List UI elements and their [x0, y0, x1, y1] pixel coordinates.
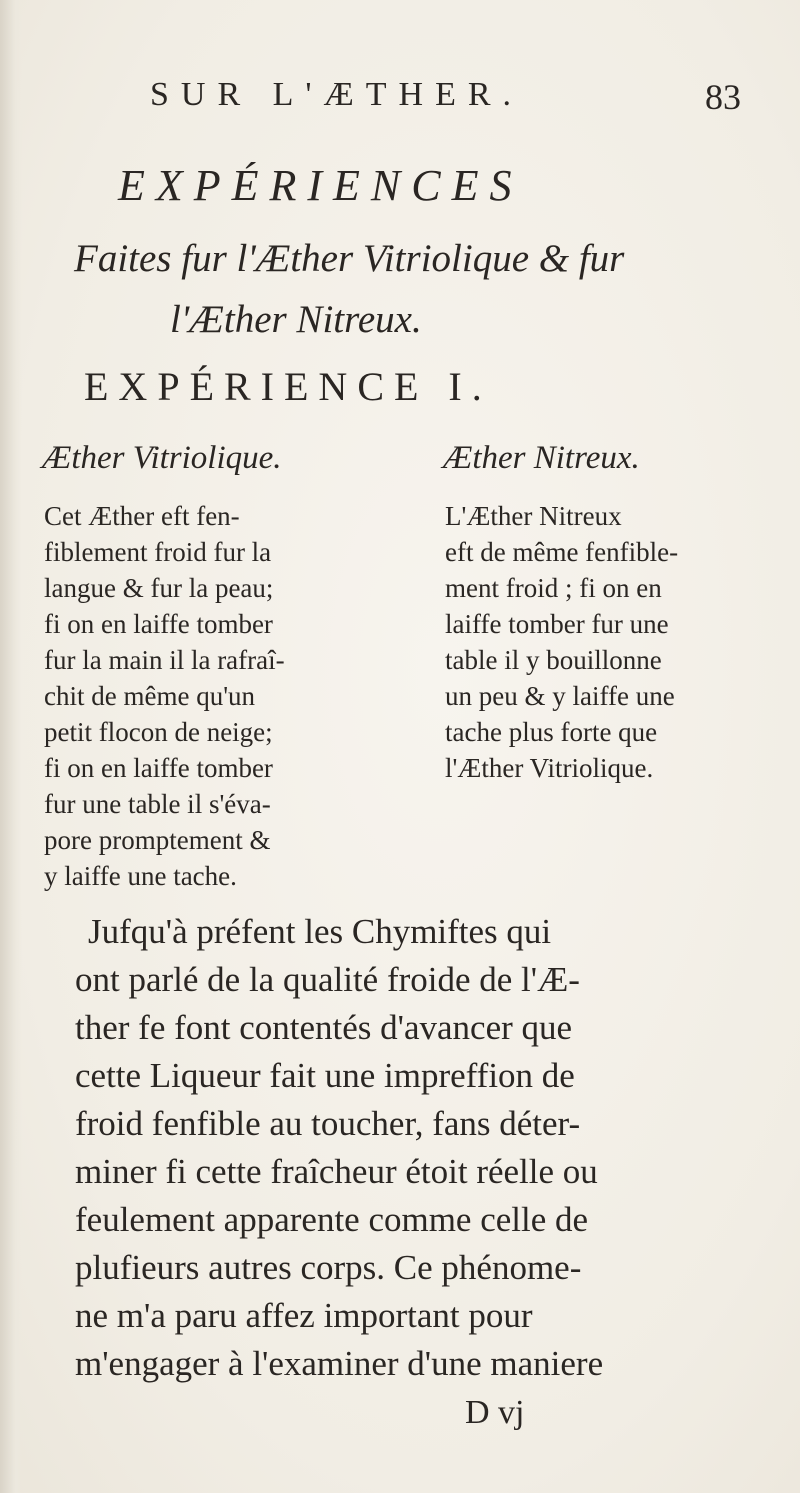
left-column-line: fiblement froid fur la [44, 537, 272, 567]
subtitle-line: l'Æther Nitreux. [170, 298, 422, 341]
left-column-line: Cet Æther eft fen- [44, 501, 240, 531]
paragraph-line: m'engager à l'examiner d'une maniere [75, 1344, 604, 1383]
left-column-line: chit de même qu'un [44, 681, 256, 711]
paragraph-line: miner fi cette fraîcheur étoit réelle ou [75, 1152, 598, 1191]
left-column-line: petit flocon de neige; [44, 717, 273, 747]
right-column-line: un peu & y laiffe une [445, 681, 675, 711]
right-column-line: ment froid ; fi on en [445, 573, 662, 603]
main-title: EXPÉRIENCES [118, 161, 523, 210]
left-column-line: pore promptement & [44, 825, 271, 855]
paragraph-line: Jufqu'à préfent les Chymiftes qui [88, 912, 552, 951]
signature-mark: D vj [465, 1394, 525, 1431]
right-column-line: L'Æther Nitreux [445, 501, 622, 531]
paragraph-line: ther fe font contentés d'avancer que [75, 1008, 573, 1047]
paragraph-line: feulement apparente comme celle de [75, 1200, 589, 1239]
page-number: 83 [705, 77, 741, 117]
paragraph-line: cette Liqueur fait une impreffion de [75, 1056, 575, 1095]
subtitle-line: Faites fur l'Æther Vitriolique & fur [74, 237, 625, 280]
paragraph-line: froid fenfible au toucher, fans déter- [75, 1104, 581, 1143]
right-column-heading: Æther Nitreux. [443, 440, 640, 476]
running-head: SUR L'ÆTHER. [150, 76, 524, 113]
right-column-line: eft de même fenfible- [445, 537, 679, 567]
left-column-line: fur la main il la rafraî- [44, 645, 285, 675]
right-column-line: table il y bouillonne [445, 645, 662, 675]
paragraph-line: ont parlé de la qualité froide de l'Æ- [75, 960, 580, 999]
left-column-line: fi on en laiffe tomber [44, 609, 273, 639]
right-column-line: tache plus forte que [445, 717, 658, 747]
left-column-line: langue & fur la peau; [44, 573, 274, 603]
left-column-line: fur une table il s'éva- [44, 789, 271, 819]
page-gutter [0, 0, 22, 1493]
paragraph-line: ne m'a paru affez important pour [75, 1296, 533, 1335]
left-column-heading: Æther Vitriolique. [42, 440, 282, 476]
right-column-line: l'Æther Vitriolique. [445, 753, 654, 783]
left-column-line: fi on en laiffe tomber [44, 753, 273, 783]
right-column-line: laiffe tomber fur une [445, 609, 669, 639]
left-column-line: y laiffe une tache. [44, 861, 237, 891]
paragraph-line: plufieurs autres corps. Ce phénome- [75, 1248, 582, 1287]
section-title: EXPÉRIENCE I. [84, 364, 492, 409]
